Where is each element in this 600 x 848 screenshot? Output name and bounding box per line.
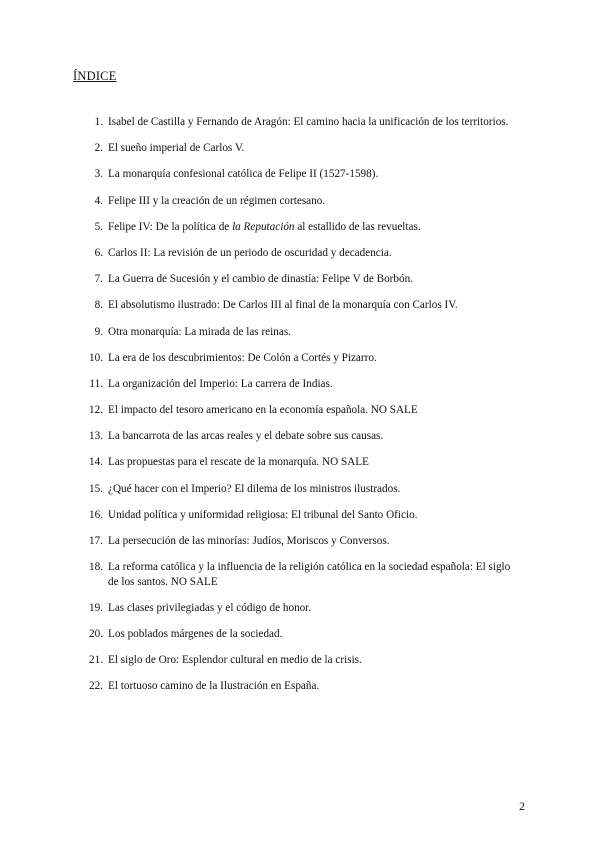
toc-item-number: 2. (94, 142, 103, 155)
toc-item (82, 141, 522, 156)
toc-item-number: 14. (89, 456, 103, 469)
toc-item-text-italic: la Reputación (232, 220, 295, 233)
toc-item-text: Carlos II: La revisión de un periodo de oscuridad y decadencia. (108, 246, 392, 259)
toc-item (82, 167, 522, 182)
toc-item-number: 4. (94, 194, 103, 207)
toc-item-text: La persecución de las minorías: Judíos, Moriscos y Conversos. (108, 535, 390, 547)
toc-item-number: 15. (89, 482, 103, 495)
toc-item (82, 482, 522, 497)
toc-item (82, 246, 522, 261)
toc-item-number: 17. (89, 535, 103, 547)
toc-item-number: 10. (89, 351, 103, 364)
toc-item-text-after: al estallido de las revueltas. (294, 220, 421, 233)
toc-item (82, 560, 522, 589)
toc-item (82, 508, 522, 523)
toc-item-number: 22. (89, 680, 103, 693)
toc-item (82, 455, 522, 470)
table-of-contents (82, 115, 522, 706)
toc-item (82, 194, 522, 209)
toc-item-text: La era de los descubrimientos: De Colón a Cortés y Pizarro. (108, 351, 377, 364)
toc-item (82, 403, 522, 418)
toc-item-text: Isabel de Castilla y Fernando de Aragón: El camino hacia la unificación de los territorios. (108, 116, 509, 128)
toc-item (82, 325, 522, 340)
toc-item-number: 6. (94, 246, 103, 259)
toc-item-text: El siglo de Oro: Esplendor cultural en medio de la crisis. (108, 654, 362, 667)
toc-item-text: Los poblados márgenes de la sociedad. (108, 628, 283, 641)
toc-item-text: El absolutismo ilustrado: De Carlos III al final de la monarquía con Carlos IV. (108, 299, 458, 312)
toc-item-number: 8. (94, 299, 103, 312)
index-heading: ÍNDICE (73, 69, 117, 83)
toc-item-number: 9. (94, 325, 103, 338)
toc-item-text: La Guerra de Sucesión y el cambio de dinastía: Felipe V de Borbón. (108, 273, 413, 286)
toc-item (82, 272, 522, 287)
toc-item-number: 16. (89, 508, 103, 521)
toc-item-text: ¿Qué hacer con el Imperio? El dilema de los ministros ilustrados. (108, 482, 401, 495)
page-number: 2 (519, 799, 525, 813)
toc-item (82, 601, 522, 616)
toc-item (82, 429, 522, 444)
toc-item-number: 18. (89, 561, 103, 574)
toc-item-number: 3. (94, 168, 103, 181)
toc-item-text: Las clases privilegiadas y el código de honor. (108, 601, 312, 614)
toc-item-number: 1. (94, 116, 103, 128)
toc-item-number: 5. (94, 220, 103, 233)
toc-item-text (108, 220, 522, 235)
toc-item-text: El tortuoso camino de la Ilustración en España. (108, 680, 320, 693)
toc-item-text: Otra monarquía: La mirada de las reinas. (108, 325, 291, 338)
toc-item (82, 653, 522, 668)
toc-item-number: 12. (89, 404, 103, 417)
toc-item-text: El impacto del tesoro americano en la economía española. NO SALE (108, 404, 418, 417)
toc-item (82, 377, 522, 392)
toc-item-text: La bancarrota de las arcas reales y el debate sobre sus causas. (108, 430, 384, 443)
toc-item (82, 534, 522, 549)
toc-item-number: 20. (89, 628, 103, 641)
toc-item (82, 115, 522, 130)
toc-item-number: 19. (89, 601, 103, 614)
toc-item-number: 21. (89, 654, 103, 667)
toc-item-number: 11. (89, 377, 103, 390)
toc-item-text: La organización del Imperio: La carrera de Indias. (108, 377, 333, 390)
toc-item-text: La monarquía confesional católica de Felipe II (1527-1598). (108, 168, 379, 181)
toc-item-text: La reforma católica y la influencia de la religión católica en la sociedad española: El siglo de los santos. NO SALE (108, 561, 511, 588)
toc-item-text: Las propuestas para el rescate de la monarquía. NO SALE (108, 456, 369, 469)
toc-item (82, 351, 522, 366)
toc-item-number: 13. (89, 430, 103, 443)
toc-item (82, 627, 522, 642)
toc-item-text-before: Felipe IV: De la política de (108, 220, 233, 233)
toc-item-text: Felipe III y la creación de un régimen cortesano. (108, 194, 326, 207)
toc-item-text: El sueño imperial de Carlos V. (108, 142, 245, 155)
toc-item-text: Unidad política y uniformidad religiosa: El tribunal del Santo Oficio. (108, 508, 418, 521)
toc-item-number: 7. (94, 273, 103, 286)
toc-item (82, 220, 522, 235)
toc-item (82, 298, 522, 313)
toc-item (82, 679, 522, 694)
